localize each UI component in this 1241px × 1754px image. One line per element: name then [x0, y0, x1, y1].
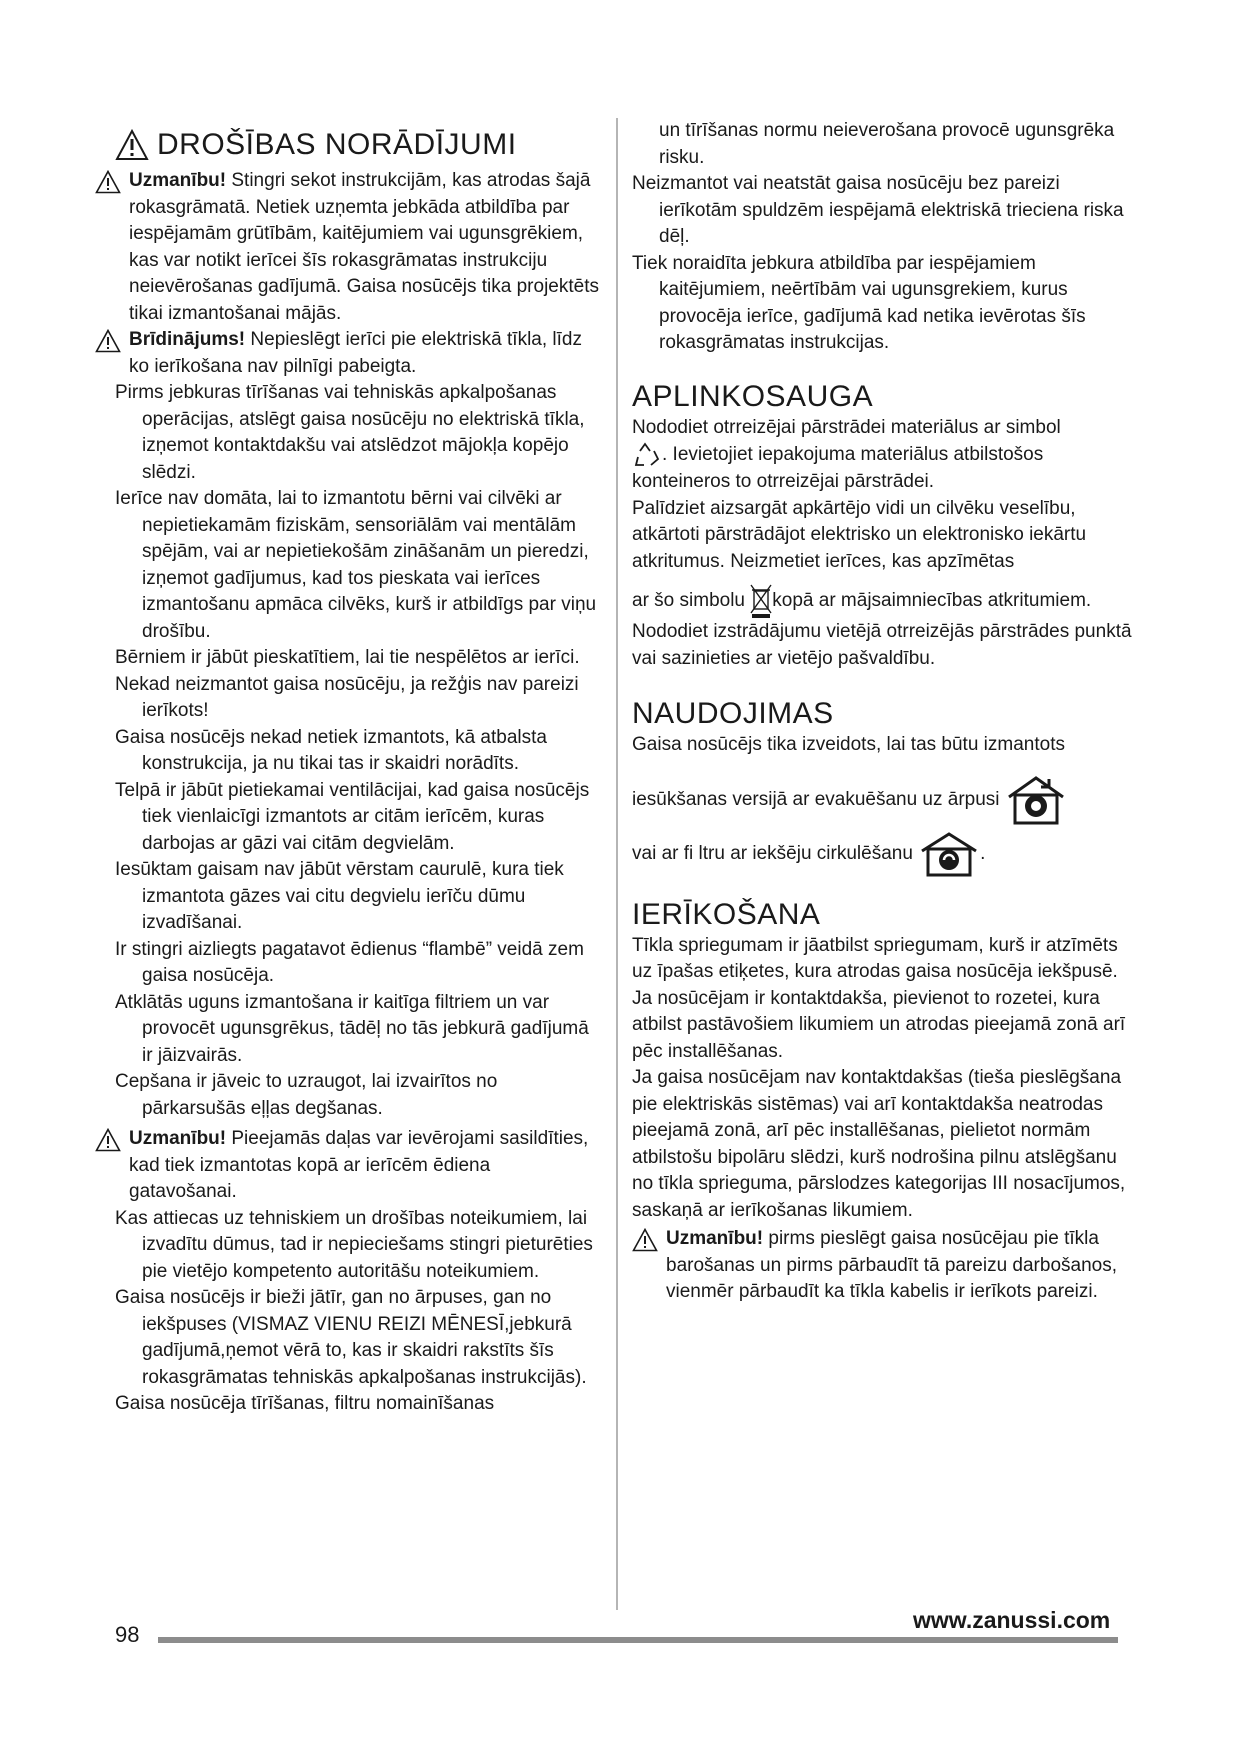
safety-heading-text: DROŠĪBAS NORĀDĪJUMI — [157, 128, 517, 161]
safety-paragraph: Gaisa nosūcējs nekad netiek izmantots, kā atbalsta konstrukcija, ja nu tikai tas ir skaidri norādīts. — [115, 726, 547, 774]
usage-line-recirculation — [632, 831, 1132, 877]
safety-paragraph: Pirms jebkuras tīrīšanas vai tehniskās apkalpošanas operācijas, atslēgt gaisa nosūcēju no elektriskā tīkla, izņemot kontaktdakšu vai atslēdzot mājokļa kopējo slēdzi. — [115, 382, 585, 483]
usage-text: Gaisa nosūcējs tika izveidots, lai tas būtu izmantots — [632, 734, 1065, 755]
safety-paragraph: Ierīce nav domāta, lai to izmantotu bērni vai cilvēki ar nepietiekamām fiziskām, sensoriālām vai mentālām spējām, vai ar nepietiekošām zināšanām un pieredzi, izņemot gadījumus, kad tos pieskata vai ierīces izmantošanu apmāca cilvēks, kurš ir atbildīgs par viņu drošību. — [115, 488, 597, 642]
installation-paragraph: Ja gaisa nosūcējam nav kontaktdakšas (tieša pieslēgšana pie elektriskās sistēmas) vai arī kontaktdakša neatrodas pieejamā zonā, arī pēc installēšanas, pielietot normām atbilstošu bipolāru slēdzi, kurš nodrošina pilnu atslēgšanu no tīkla sprieguma, pārslodzes kategorijas III nosacījumos, saskaņā ar ierīkošanas likumiem. — [632, 1067, 1126, 1221]
warning-triangle-icon — [95, 170, 121, 194]
environment-text: Nododiet otrreizējai pārstrādei materiālus ar simbol — [632, 416, 1061, 438]
environment-text: kopā ar mājsaimniecības atkritumiem. Nododiet izstrādājumu vietējā otrreizējās pārstrādes punktā vai sazinieties ar vietējo pašvaldību. — [632, 590, 1132, 669]
safety-paragraph: Kas attiecas uz tehniskiem un drošības noteikumiem, lai izvadītu dūmus, tad ir nepieciešams stingri pieturēties pie vietējo kompetento autoritāšu noteikumiem. — [115, 1207, 593, 1282]
safety-paragraph: Atklātās uguns izmantošana ir kaitīga filtriem un var provocēt ugunsgrēkus, tādēļ no tās jebkurā gadījumā ir jāizvairās. — [115, 991, 589, 1066]
safety-paragraph: Telpā ir jābūt pietiekamai ventilācijai, kad gaisa nosūcējs tiek vienlaicīgi izmantots ar citām ierīcēm, kuras darbojas ar gāzi vai citām degvielām. — [115, 779, 590, 854]
safety-paragraph: Gaisa nosūcēja tīrīšanas, filtru nomainīšanas — [115, 1393, 495, 1414]
warning-text-2 — [129, 327, 600, 380]
warning-block-1 — [95, 168, 600, 327]
warning-label: Uzmanību! — [129, 170, 227, 191]
warning-label: Brīdinājums! — [129, 329, 246, 350]
environment-paragraph — [632, 415, 1132, 496]
warning-block-3 — [95, 1126, 600, 1206]
safety-paragraph: Nekad neizmantot gaisa nosūcēju, ja režģis nav pareizi ierīkots! — [115, 673, 579, 721]
warning-body: Pieejamās daļas var ievērojami sasildīties, kad tiek izmantotas kopā ar ierīcēm ēdiena gatavošanai. — [129, 1128, 589, 1202]
warning-block-4 — [632, 1226, 1132, 1306]
environment-heading: APLINKOSAUGA — [632, 379, 874, 413]
safety-paragraph: Bērniem ir jābūt pieskatītiem, lai tie nespēlētos ar ierīci. — [115, 647, 580, 668]
safety-paragraph: Cepšana ir jāveic to uzraugot, lai izvairītos no pārkarsušās eļļas degšanas. — [115, 1071, 498, 1119]
environment-text: Palīdziet aizsargāt apkārtējo vidi un cilvēku veselību, atkārtoti pārstrādājot elektrisko un elektronisko iekārtu atkritumus. Neizmetiet ierīces, kas apzīmētas — [632, 497, 1087, 572]
usage-text: iesūkšanas versijā ar evakuēšanu uz ārpusi — [632, 788, 1005, 810]
warning-text-1 — [129, 168, 600, 327]
recycle-icon — [632, 441, 662, 469]
footer-url[interactable]: www.zanussi.com — [905, 1607, 1110, 1634]
usage-heading: NAUDOJIMAS — [632, 697, 834, 730]
environment-paragraph — [632, 496, 1132, 576]
continued-paragraph: un tīrīšanas normu neieverošana provocē ugunsgrēka risku. — [659, 120, 1115, 168]
house-fan-recirculation-icon — [918, 831, 980, 877]
warning-label: Uzmanību! — [666, 1228, 764, 1249]
warning-text-4 — [666, 1226, 1132, 1306]
installation-paragraph: Tīkla spriegumam ir jāatbilst spriegumam, kurš ir atzīmēts uz īpašas etiķetes, kura atrodas gaisa nosūcēja iekšpusē. Ja nosūcējam ir kontaktdakša, pievienot to rozetei, kura atbilst pastāvošiem likumiem un atrodas pieejamā zonā arī pēc installēšanas. — [632, 934, 1126, 1062]
usage-line-extraction — [632, 775, 1132, 825]
footer-rule — [158, 1637, 1118, 1643]
usage-text: . — [980, 842, 986, 864]
warning-text-3 — [129, 1126, 600, 1206]
installation-heading: IERĪKOŠANA — [632, 897, 821, 931]
crossed-bin-icon — [750, 583, 772, 619]
warning-body: Nepieslēgt ierīci pie elektriskā tīkla, līdz ko ierīkošana nav pilnīgi pabeigta. — [129, 329, 582, 377]
environment-text: . Ievietojiet iepakojuma materiālus atbilstošos konteineros to otrreizējai pārstrādei. — [632, 444, 1044, 492]
page-number: 98 — [115, 1622, 140, 1647]
house-fan-extraction-icon — [1005, 775, 1067, 825]
warning-block-2 — [95, 327, 600, 380]
safety-paragraph: Ir stingri aizliegts pagatavot ēdienus “flambē” veidā zem gaisa nosūcēja. — [115, 938, 584, 986]
warning-body: pirms pieslēgt gaisa nosūcējau pie tīkla barošanas un pirms pārbaudīt tā pareizu darbošanos, vienmēr pārbaudīt ka tīkla kabelis ir ierīkots pareizi. — [666, 1228, 1117, 1302]
environment-text: ar šo simbolu — [632, 590, 751, 612]
warning-body: Stingri sekot instrukcijām, kas atrodas šajā rokasgrāmatā. Netiek uzņemta jebkāda atbildība par iespējamām grūtībām, kaitējumiem vai ugunsgrēkiem, kas var notikt ierīcei šīs rokasgrāmatas instrukciju neievērošanas gadījumā. Gaisa nosūcējs tika projektēts tikai izmantošanai mājās. — [129, 170, 599, 324]
safety-heading — [115, 126, 600, 164]
safety-paragraph: Iesūktam gaisam nav jābūt vērstam caurulē, kura tiek izmantota gāzes vai citu degvielu ierīču dūmu izvadīšanai. — [115, 859, 564, 933]
safety-paragraph: Neizmantot vai neatstāt gaisa nosūcēju bez pareizi ierīkotām spuldzēm iespējamā elektriskā trieciena riska dēļ. — [632, 173, 1124, 247]
warning-triangle-icon — [115, 129, 149, 161]
safety-paragraph: Gaisa nosūcējs ir bieži jātīr, gan no ārpuses, gan no iekšpuses (VISMAZ VIENU REIZI MĒNESĪ,jebkurā gadījumā,ņemot vērā to, kas ir skaidri rakstīts šīs rokasgrāmatas tehniskās apkalpošanas instrukcijās). — [115, 1287, 587, 1388]
column-divider — [616, 118, 618, 1610]
usage-text: vai ar fi ltru ar iekšēju cirkulēšanu — [632, 842, 919, 864]
right-column — [632, 118, 1132, 1306]
warning-triangle-icon — [95, 1128, 121, 1152]
safety-paragraph: Tiek noraidīta jebkura atbildība par iespējamiem kaitējumiem, neērtībām vai ugunsgrekiem, kurus provocēja ierīce, gadījumā kad netika ievērotas šīs rokasgrāmatas instrukcijas. — [632, 252, 1086, 353]
environment-paragraph — [632, 583, 1132, 672]
warning-triangle-icon — [95, 329, 121, 353]
left-column — [115, 118, 600, 1418]
warning-triangle-icon — [632, 1228, 658, 1252]
warning-label: Uzmanību! — [129, 1128, 227, 1149]
